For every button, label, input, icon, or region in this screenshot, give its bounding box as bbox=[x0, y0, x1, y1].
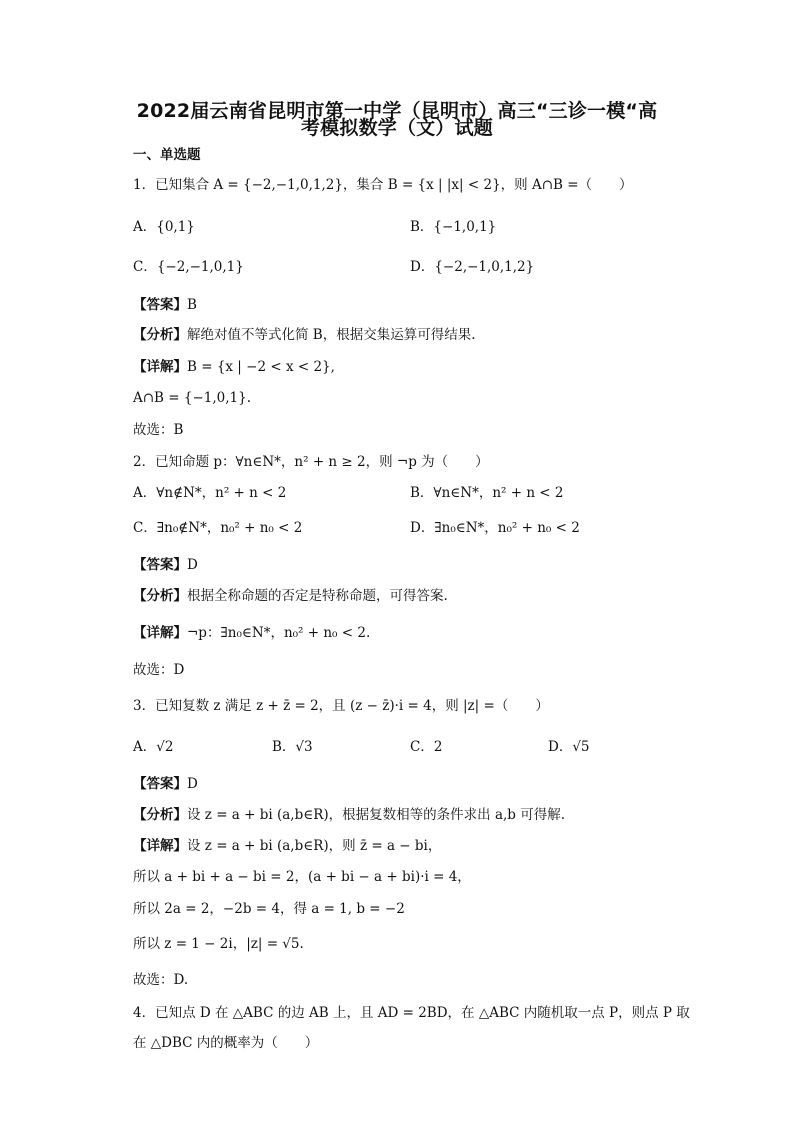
q1-analysis bbox=[133, 326, 476, 344]
q3-option-c: C．2 bbox=[410, 739, 443, 755]
q2-analysis bbox=[133, 587, 448, 605]
q1-choice: 故选：B bbox=[133, 422, 184, 438]
q2-answer-value: D bbox=[187, 557, 198, 573]
q3-option-b: B．√3 bbox=[272, 739, 313, 755]
q3-detail-line4: 所以 z = 1 − 2i，|z| = √5. bbox=[133, 936, 304, 952]
q1-detail-line1: B = {x | −2 < x < 2}, bbox=[187, 359, 335, 375]
q2-option-a: A．∀n∉N*，n² + n < 2 bbox=[133, 485, 287, 501]
q1-option-a: A．{0,1} bbox=[133, 219, 195, 235]
q1-option-b: B．{−1,0,1} bbox=[410, 219, 497, 235]
q1-detail-tag: 【详解】 bbox=[133, 359, 187, 375]
q2-option-c: C．∃n₀∉N*，n₀² + n₀ < 2 bbox=[133, 520, 303, 536]
section-heading: 一、单选题 bbox=[133, 147, 201, 163]
q3-detail-line2: 所以 a + bi + a − bi = 2，(a + bi − a + bi)·i = 4， bbox=[133, 869, 471, 885]
q2-detail-tag: 【详解】 bbox=[133, 625, 187, 641]
q3-choice: 故选：D. bbox=[133, 972, 189, 988]
q3-answer bbox=[133, 775, 198, 793]
q3-option-d: D．√5 bbox=[548, 739, 590, 755]
q1-stem: 1．已知集合 A = {−2,−1,0,1,2}，集合 B = {x | |x| < 2}，则 A∩B =（ ） bbox=[133, 177, 633, 193]
q2-answer-tag: 【答案】 bbox=[133, 557, 187, 573]
q2-stem: 2．已知命题 p：∀n∈N*，n² + n ≥ 2，则 ¬p 为（ ） bbox=[133, 454, 489, 470]
q2-detail bbox=[133, 624, 370, 642]
q2-analysis-tag: 【分析】 bbox=[133, 588, 187, 604]
q1-answer-value: B bbox=[187, 297, 197, 313]
q3-stem: 3．已知复数 z 满足 z + z̄ = 2，且 (z − z̄)·i = 4，则 |z| =（ ） bbox=[133, 698, 549, 714]
q2-choice: 故选：D bbox=[133, 662, 185, 678]
q2-option-d: D．∃n₀∈N*，n₀² + n₀ < 2 bbox=[410, 520, 580, 536]
q1-answer bbox=[133, 296, 197, 314]
q1-option-d: D．{−2,−1,0,1,2} bbox=[410, 259, 535, 275]
q1-analysis-text: 解绝对值不等式化简 B，根据交集运算可得结果. bbox=[187, 327, 476, 343]
q3-answer-value: D bbox=[187, 776, 198, 792]
q3-option-a: A．√2 bbox=[133, 739, 174, 755]
q2-option-b: B．∀n∈N*，n² + n < 2 bbox=[410, 485, 564, 501]
q3-answer-tag: 【答案】 bbox=[133, 776, 187, 792]
q3-analysis-text: 设 z = a + bi (a,b∈R)，根据复数相等的条件求出 a,b 可得解. bbox=[187, 807, 566, 823]
q3-detail bbox=[133, 837, 441, 855]
document-title-line1: 2022届云南省昆明市第一中学（昆明市）高三“三诊一模“高 bbox=[136, 100, 658, 122]
document-title-line2: 考模拟数学（文）试题 bbox=[300, 117, 493, 139]
q1-detail bbox=[133, 358, 335, 376]
q1-detail-line2: A∩B = {−1,0,1}. bbox=[133, 390, 252, 406]
q3-detail-tag: 【详解】 bbox=[133, 838, 187, 854]
q3-analysis-tag: 【分析】 bbox=[133, 807, 187, 823]
q2-detail-line1: ¬p：∃n₀∈N*，n₀² + n₀ < 2. bbox=[187, 625, 371, 641]
q3-detail-line1: 设 z = a + bi (a,b∈R)，则 z̄ = a − bi， bbox=[187, 838, 442, 854]
q2-answer bbox=[133, 556, 198, 574]
q3-detail-line3: 所以 2a = 2，−2b = 4，得 a = 1, b = −2 bbox=[133, 901, 405, 917]
q1-answer-tag: 【答案】 bbox=[133, 297, 187, 313]
q4-stem-line1: 4．已知点 D 在 △ABC 的边 AB 上，且 AD = 2BD，在 △ABC 内随机取一点 P，则点 P 取 bbox=[133, 1005, 690, 1021]
q2-analysis-text: 根据全称命题的否定是特称命题，可得答案. bbox=[187, 588, 448, 604]
q1-analysis-tag: 【分析】 bbox=[133, 327, 187, 343]
q3-analysis bbox=[133, 806, 565, 824]
q1-option-c: C．{−2,−1,0,1} bbox=[133, 259, 244, 275]
q4-stem-line2: 在 △DBC 内的概率为（ ） bbox=[133, 1035, 319, 1051]
